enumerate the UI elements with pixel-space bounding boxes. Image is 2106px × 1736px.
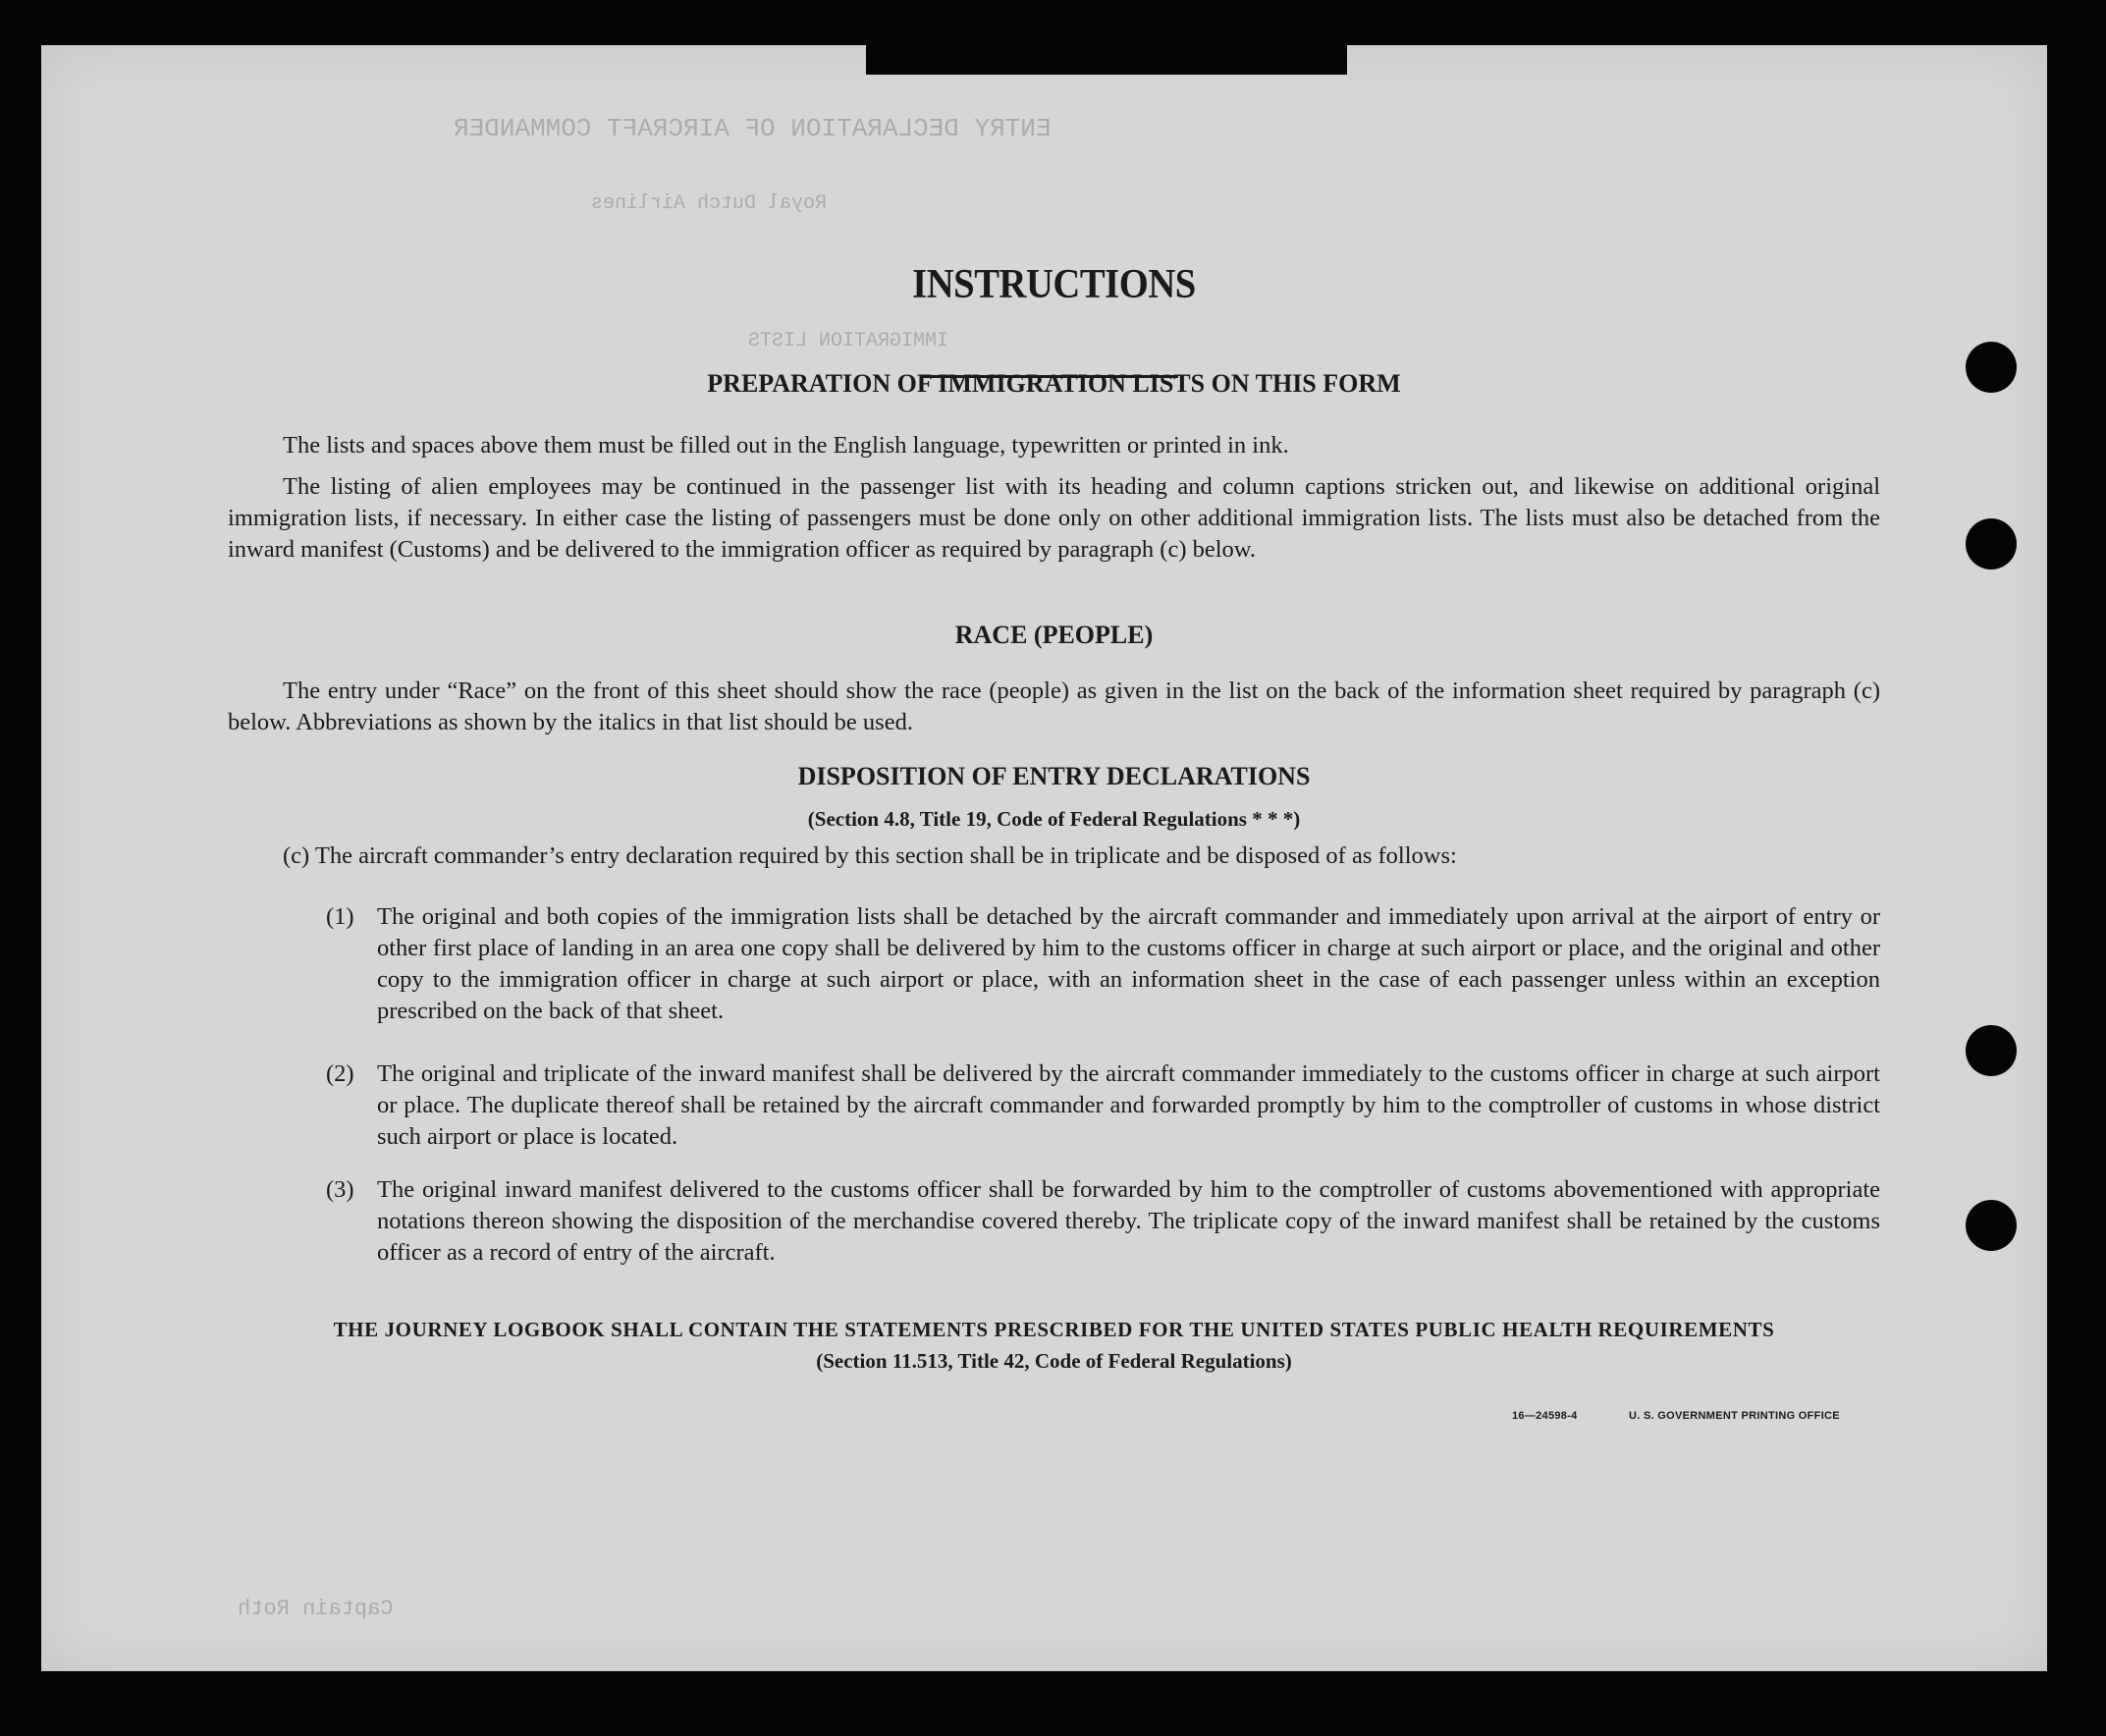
public-health-citation: (Section 11.513, Title 42, Code of Federal Regulations) [816,1349,1292,1373]
document-sheet [41,45,2047,1671]
list-item-number: (1) [326,903,354,930]
list-item [326,901,1880,1027]
paragraph-english-language: The lists and spaces above them must be filled out in the English language, typewritten or printed in ink. [283,432,1289,459]
bleed-through-text: Captain Roth [238,1597,394,1621]
page-title: INSTRUCTIONS [912,262,1196,307]
public-health-statement: THE JOURNEY LOGBOOK SHALL CONTAIN THE STATEMENTS PRESCRIBED FOR THE UNITED STATES PUBLIC HEALTH REQUIREMENTS [333,1318,1775,1341]
form-number: 16—24598-4 [1512,1410,1578,1422]
bleed-through-text: ENTRY DECLARATION OF AIRCRAFT COMMANDER [454,114,1052,143]
bleed-through-text: Royal Dutch Airlines [591,192,828,215]
binder-hole [1966,1025,2017,1076]
section-heading-disposition: DISPOSITION OF ENTRY DECLARATIONS [797,762,1311,790]
paragraph-race-entry: The entry under “Race” on the front of this sheet should show the race (people) as given in the list on the back of the information sheet required by paragraph (c) below. Abbreviations as shown by the italics in that list should be used. [228,678,1880,735]
bleed-through-text: IMMIGRATION LISTS [748,330,949,353]
binder-hole [1966,518,2017,570]
binder-hole [1966,342,2017,393]
section-citation-disposition: (Section 4.8, Title 19, Code of Federal Regulations * * *) [807,807,1301,831]
list-item-text: The original and both copies of the immigration lists shall be detached by the aircraft commander and immediately upon arrival at the airport of entry or other first place of landing in an area one copy shall be delivered by him to the customs officer in charge at such airport or place, and the original and other copy to the immigration officer in charge at such airport or place, with an information sheet in the case of each passenger unless within an exception prescribed on the back of that sheet. [377,903,1880,1024]
list-item-text: The original inward manifest delivered to the customs officer shall be forwarded by him to the comptroller of customs abovementioned with appropriate notations thereon showing the disposition of the merchandise covered thereby. The triplicate copy of the inward manifest shall be retained by the customs officer as a record of entry of the aircraft. [377,1176,1880,1266]
list-item-number: (2) [326,1060,354,1087]
paragraph-intro-c: (c) The aircraft commander’s entry declaration required by this section shall be in triplicate and be disposed of as follows: [283,842,1457,869]
list-item-text: The original and triplicate of the inward manifest shall be delivered by the aircraft commander immediately to the customs officer in charge at such airport or place. The duplicate thereof shall be retained by the aircraft commander and forwarded promptly by him to the comptroller of customs in whose district such airport or place is located. [377,1060,1880,1150]
binder-hole [1966,1200,2017,1251]
paragraph-alien-employees: The listing of alien employees may be continued in the passenger list with its heading and column captions stricken out, and likewise on additional original immigration lists, if necessary. In either case the listing of passengers must be done only on other additional immigration lists. The lists must also be detached from the inward manifest (Customs) and be delivered to the immigration officer as required by paragraph (c) below. [228,473,1880,563]
list-item [326,1174,1880,1269]
section-heading-race: RACE (PEOPLE) [954,621,1154,649]
printer-imprint: U. S. GOVERNMENT PRINTING OFFICE [1629,1410,1840,1422]
list-item [326,1058,1880,1153]
torn-edge-notch [866,45,1347,75]
list-item-number: (3) [326,1176,354,1203]
section-heading-preparation: PREPARATION OF IMMIGRATION LISTS ON THIS FORM [707,369,1401,398]
